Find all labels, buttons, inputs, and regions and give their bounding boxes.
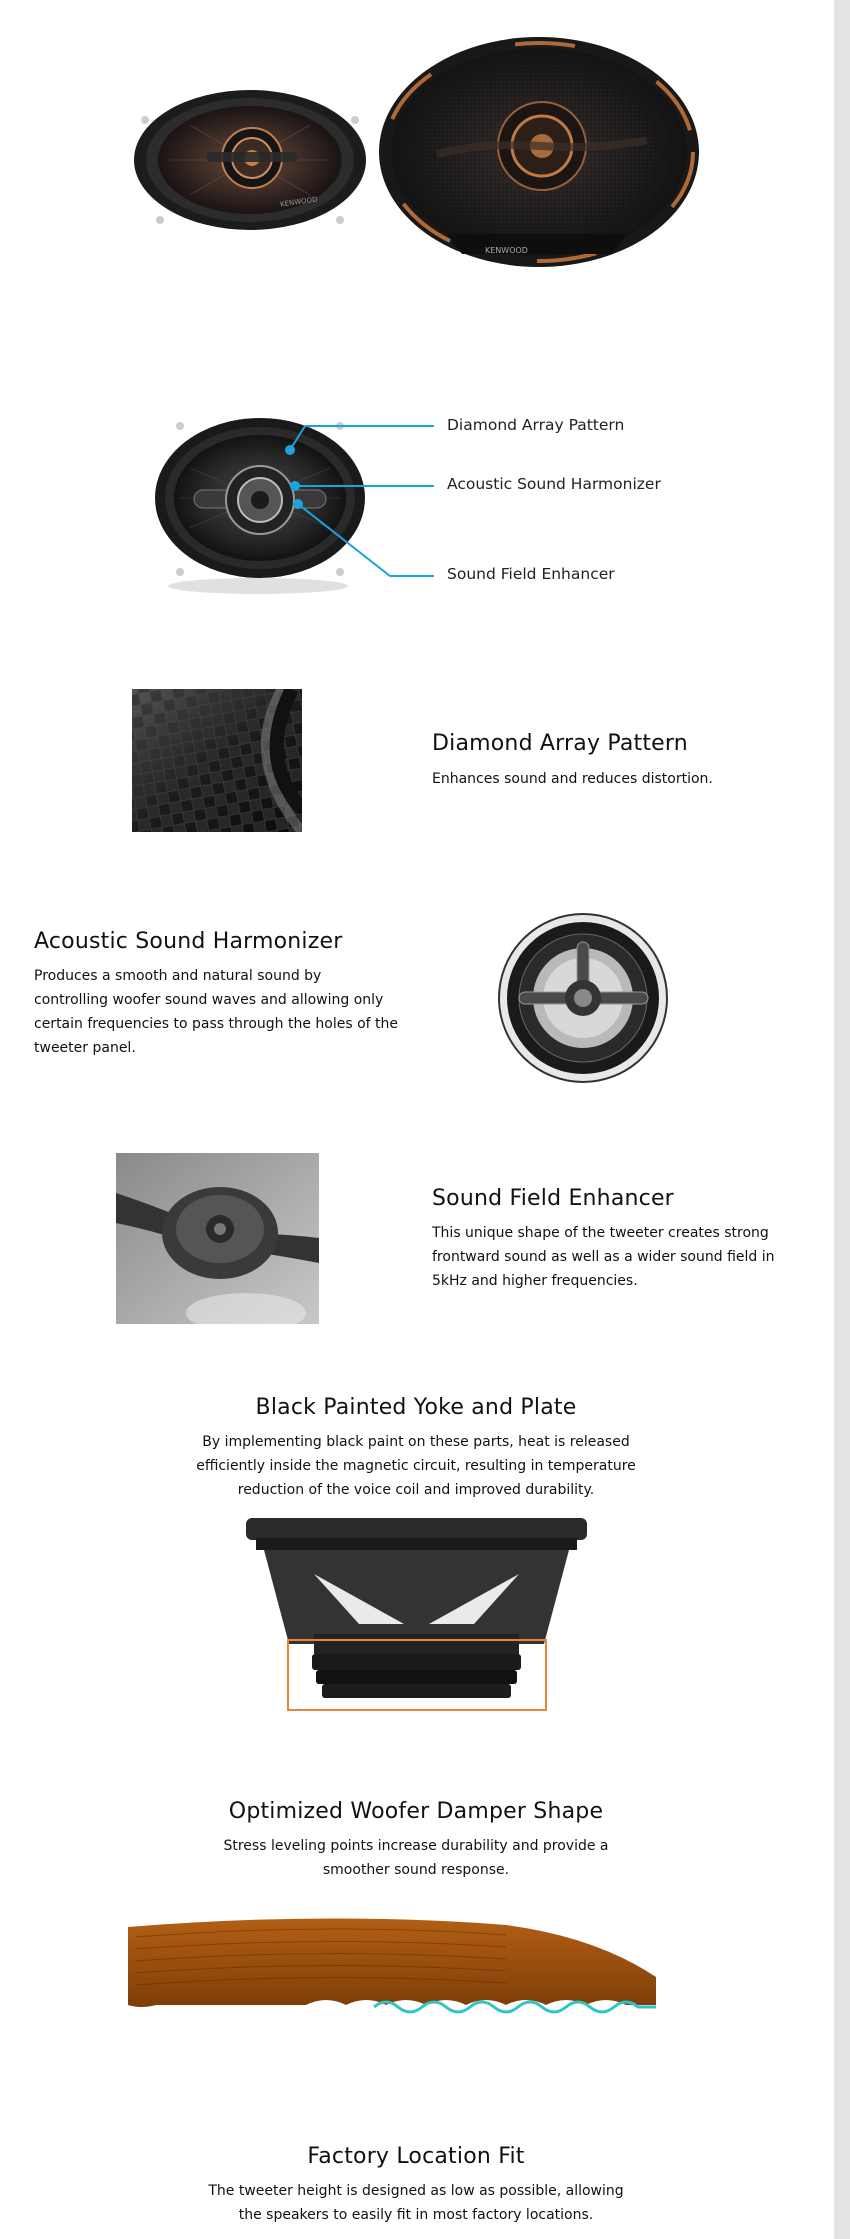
yoke-plate-image bbox=[244, 1514, 589, 1719]
factory-fit-title: Factory Location Fit bbox=[307, 2144, 525, 2169]
callout-diamond-array: Diamond Array Pattern bbox=[447, 416, 625, 434]
sound-field-enhancer-image bbox=[116, 1153, 319, 1324]
speaker-grille-image bbox=[377, 34, 702, 270]
tweeter-image bbox=[497, 912, 670, 1085]
woofer-damper-text: Stress leveling points increase durability and provide a smoother sound response. bbox=[223, 1838, 609, 1878]
speaker-front-image bbox=[130, 80, 370, 240]
acoustic-harmonizer-text: Produces a smooth and natural sound by controlling woofer sound waves and allowing only certain frequencies to pass through the holes of the tweeter panel. bbox=[34, 968, 399, 1056]
callout-acoustic-harmonizer: Acoustic Sound Harmonizer bbox=[447, 475, 661, 493]
factory-fit-text: The tweeter height is designed as low as possible, allowing the speakers to easily fit in most factory locations. bbox=[208, 2183, 624, 2223]
diamond-array-title: Diamond Array Pattern bbox=[432, 731, 688, 756]
sound-field-enhancer-title: Sound Field Enhancer bbox=[432, 1186, 674, 1211]
yoke-plate-title: Black Painted Yoke and Plate bbox=[255, 1395, 577, 1420]
speaker-front-brand-label: KENWOOD bbox=[279, 195, 318, 209]
woofer-damper-image bbox=[126, 1917, 658, 2017]
callout-diagram bbox=[150, 408, 710, 598]
acoustic-harmonizer-title: Acoustic Sound Harmonizer bbox=[34, 929, 343, 954]
speaker-grille-brand-label: KENWOOD bbox=[485, 246, 528, 255]
yoke-plate-text: By implementing black paint on these parts, heat is released efficiently inside the magnetic circuit, resulting in temperature reduction of the voice coil and improved durability. bbox=[196, 1434, 636, 1498]
diamond-pattern-image bbox=[132, 689, 302, 832]
callout-sound-field-enhancer: Sound Field Enhancer bbox=[447, 565, 615, 583]
diamond-array-text: Enhances sound and reduces distortion. bbox=[432, 771, 713, 787]
sound-field-enhancer-text: This unique shape of the tweeter creates strong frontward sound as well as a wider sound field in 5kHz and higher frequencies. bbox=[432, 1225, 775, 1289]
page-scrollbar[interactable] bbox=[834, 0, 850, 2239]
woofer-damper-title: Optimized Woofer Damper Shape bbox=[228, 1799, 604, 1824]
